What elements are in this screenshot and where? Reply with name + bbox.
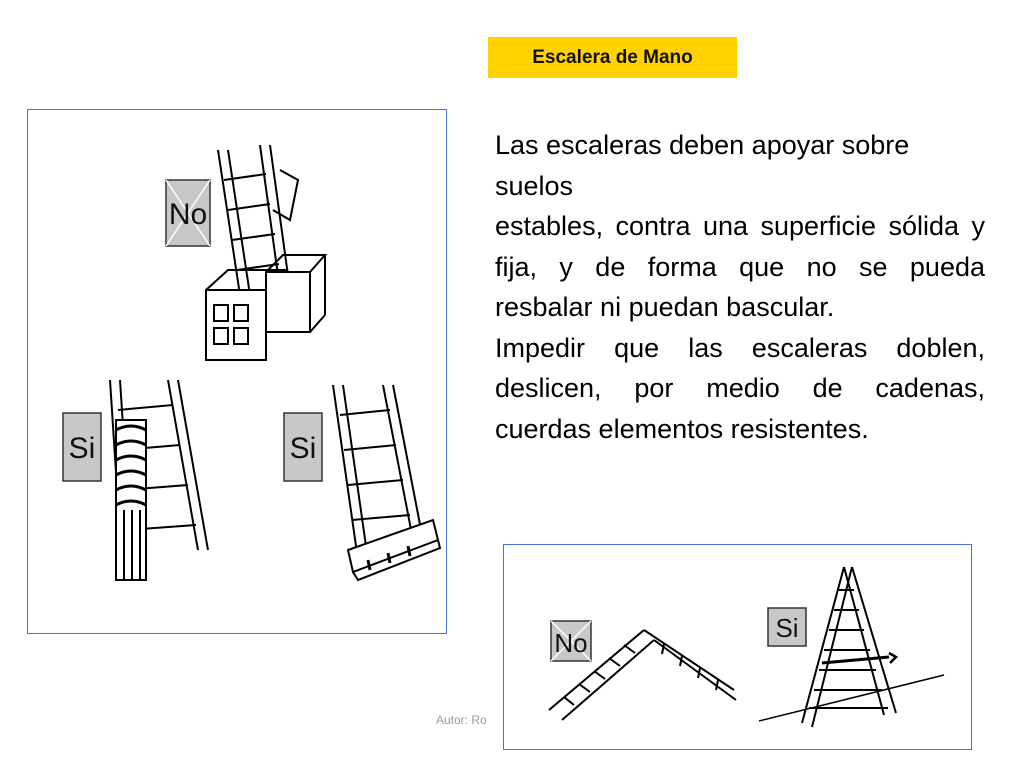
paragraph-2: estables, contra una superficie sólida y fija, y de forma que no se pueda resbalar ni puedan bascular.	[495, 211, 985, 322]
tag-si-bottom-label: Si	[775, 613, 799, 643]
tag-no-bottom-label: No	[554, 628, 588, 658]
tag-si-right	[284, 413, 322, 481]
tag-si-right-label: Si	[289, 432, 317, 465]
tag-no-top-label: No	[168, 198, 208, 231]
ladder-on-blocks-drawing	[206, 145, 325, 360]
ladder-support-drawing	[28, 110, 446, 633]
open-ladder-drawing	[759, 567, 944, 727]
illustration-ladder-support	[27, 109, 447, 634]
stepladder-drawing	[504, 545, 971, 749]
tag-si-left-label: Si	[68, 432, 96, 465]
tag-si-left	[63, 413, 101, 481]
body-text	[495, 125, 985, 449]
paragraph-1: Las escaleras deben apoyar sobre suelos	[495, 130, 910, 201]
paragraph-3: Impedir que las escaleras doblen, deslicen, por medio de cadenas, cuerdas elementos resistentes.	[495, 332, 985, 444]
tag-no-bottom	[551, 621, 591, 661]
slide-title-text: Escalera de Mano	[532, 46, 693, 68]
slide-title	[488, 37, 737, 78]
footer-author: Autor: Ro	[436, 713, 487, 727]
tag-no-top	[166, 180, 210, 246]
ladder-with-base-drawing	[333, 385, 440, 580]
tag-si-bottom	[768, 608, 806, 646]
ladder-tied-drawing	[110, 380, 208, 580]
illustration-stepladder	[503, 544, 972, 750]
